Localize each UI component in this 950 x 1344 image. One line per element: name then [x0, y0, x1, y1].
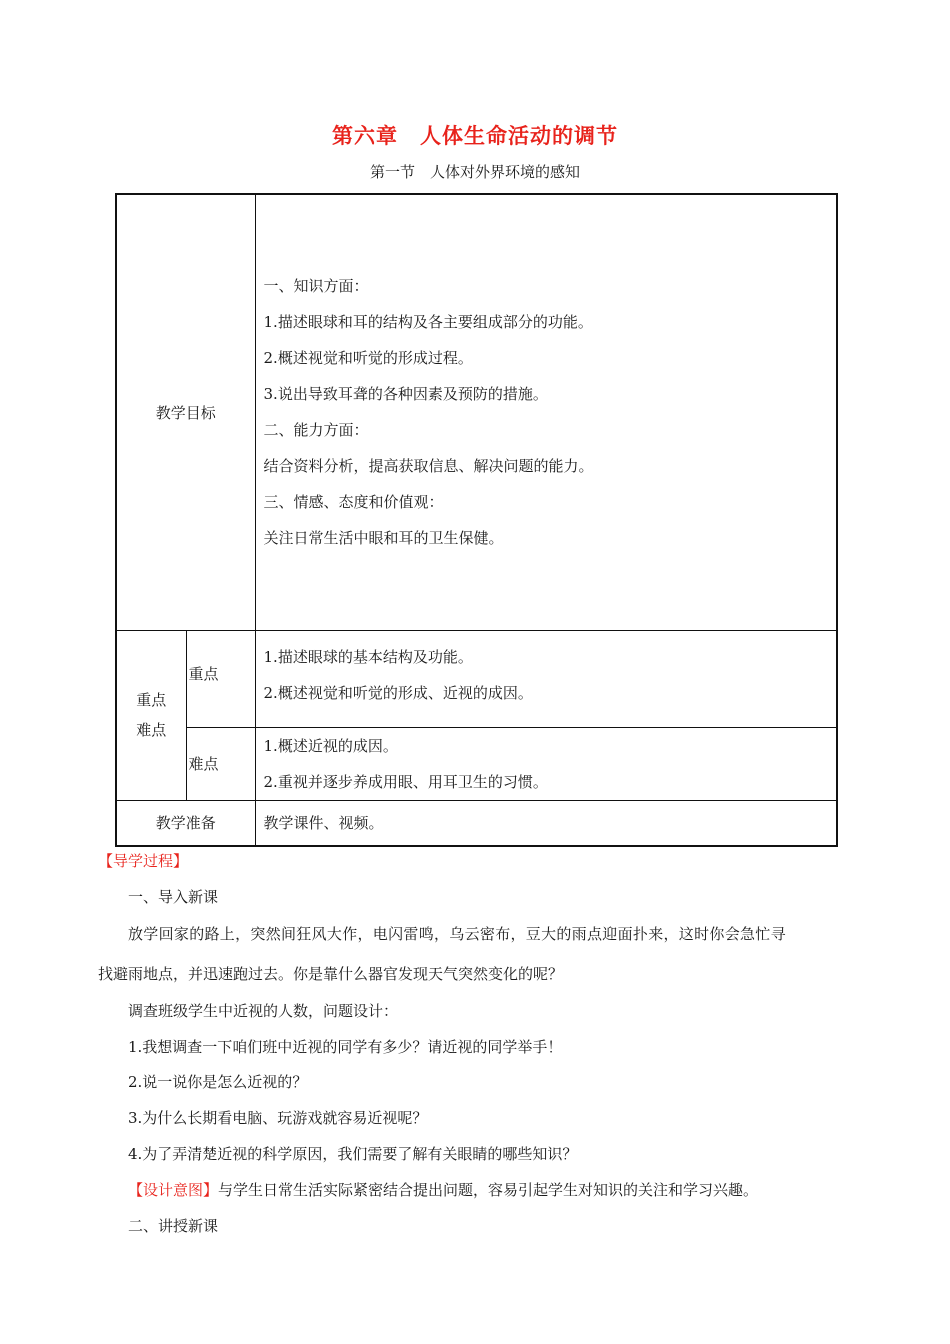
design-intent-tag: 【设计意图】	[128, 1181, 219, 1199]
objective-line: 一、知识方面：	[263, 277, 369, 296]
new-lesson-heading: 二、讲授新课	[128, 1217, 219, 1235]
intro-paragraph-line-1: 放学回家的路上，突然间狂风大作，电闪雷鸣，乌云密布，豆大的雨点迎面扑来，这时你会急忙寻	[128, 925, 786, 943]
process-heading: 【导学过程】	[98, 852, 189, 870]
prep-cell: 教学课件、视频。	[255, 800, 837, 846]
prep-row	[116, 800, 837, 846]
difficult-point: 2.重视并逐步养成用眼、用耳卫生的习惯。	[263, 772, 548, 791]
question-4: 4.为了弄清楚近视的科学原因，我们需要了解有关眼睛的哪些知识？	[128, 1145, 578, 1163]
chapter-title: 第六章 人体生命活动的调节	[332, 124, 618, 148]
design-intent	[128, 1180, 758, 1200]
key-points-cell	[255, 630, 837, 727]
key-points-row	[116, 630, 837, 727]
difficult-points-row	[116, 727, 837, 800]
objective-line: 3.说出导致耳聋的各种因素及预防的措施。	[263, 385, 548, 404]
difficult-point: 1.概述近视的成因。	[263, 736, 398, 755]
key-label: 重点	[186, 630, 255, 727]
objective-line: 2.概述视觉和听觉的形成过程。	[263, 349, 473, 368]
objective-line: 二、能力方面：	[263, 421, 369, 440]
section-title: 第一节 人体对外界环境的感知	[369, 163, 580, 181]
survey-intro: 调查班级学生中近视的人数，问题设计：	[128, 1002, 399, 1020]
question-2: 2.说一说你是怎么近视的？	[128, 1073, 308, 1091]
objective-line: 三、情感、态度和价值观：	[263, 493, 444, 512]
lesson-plan-table	[115, 193, 838, 847]
key-difficult-label-1: 重点	[136, 691, 167, 709]
intro-paragraph-line-2: 找避雨地点，并迅速跑过去。你是靠什么器官发现天气突然变化的呢？	[98, 965, 564, 983]
design-intent-text: 与学生日常生活实际紧密结合提出问题，容易引起学生对知识的关注和学习兴趣。	[218, 1181, 759, 1199]
prep-label: 教学准备	[116, 800, 255, 846]
key-difficult-label	[116, 630, 186, 800]
question-3: 3.为什么长期看电脑、玩游戏就容易近视呢？	[128, 1109, 428, 1127]
objectives-label: 教学目标	[116, 194, 255, 630]
difficult-label: 难点	[186, 727, 255, 800]
question-1: 1.我想调查一下咱们班中近视的同学有多少？请近视的同学举手！	[128, 1038, 563, 1056]
objective-line: 结合资料分析，提高获取信息、解决问题的能力。	[263, 457, 594, 476]
intro-heading: 一、导入新课	[128, 888, 219, 906]
difficult-points-cell	[255, 727, 837, 800]
objective-line: 关注日常生活中眼和耳的卫生保健。	[263, 529, 504, 548]
objective-line: 1.描述眼球和耳的结构及各主要组成部分的功能。	[263, 313, 593, 332]
objectives-cell	[255, 194, 837, 630]
key-point: 1.描述眼球的基本结构及功能。	[263, 647, 473, 666]
objectives-row	[116, 194, 837, 630]
key-difficult-label-2: 难点	[136, 721, 167, 739]
key-point: 2.概述视觉和听觉的形成、近视的成因。	[263, 683, 533, 702]
